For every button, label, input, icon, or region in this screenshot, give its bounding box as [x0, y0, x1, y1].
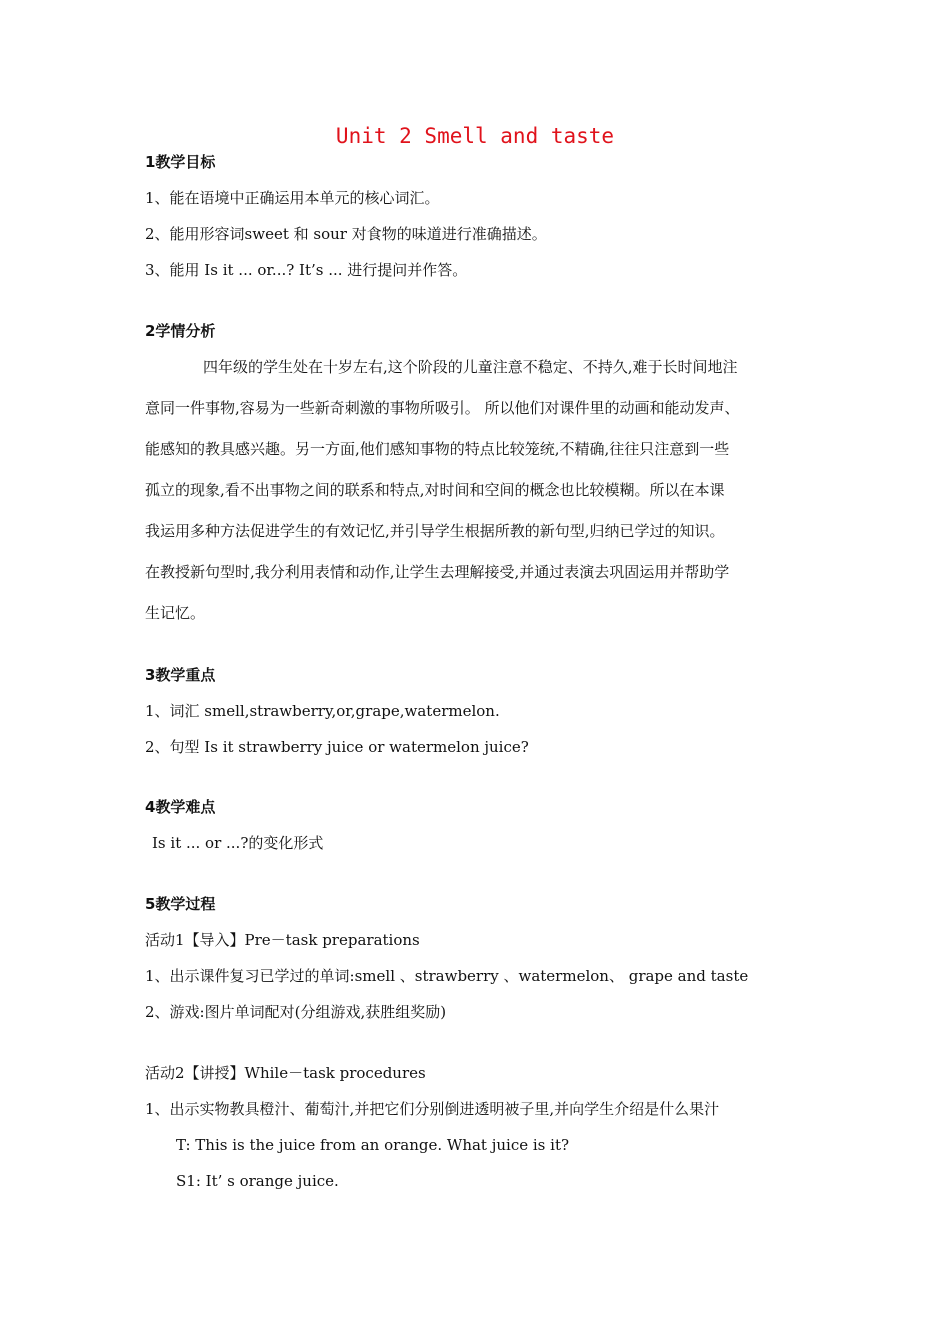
section-heading-key-points: 3教学重点: [145, 666, 216, 684]
section-heading-process: 5教学过程: [145, 895, 216, 913]
objective-item: 1、能在语境中正确运用本单元的核心词汇。: [145, 189, 440, 207]
dialogue-line: T: This is the juice from an orange. What juice is it?: [176, 1136, 570, 1154]
paragraph-line: 在教授新句型时,我分利用表情和动作,让学生去理解接受,并通过表演去巩固运用并帮助学: [145, 563, 730, 581]
key-point-item: 2、句型 Is it strawberry juice or watermelon juice?: [145, 738, 529, 756]
activity-item: 2、游戏:图片单词配对(分组游戏,获胜组奖励): [145, 1003, 447, 1021]
activity-title: 活动2【讲授】While－task procedures: [145, 1064, 426, 1082]
paragraph-line: 能感知的教具感兴趣。另一方面,他们感知事物的特点比较笼统,不精确,往往只注意到一些: [145, 440, 730, 458]
paragraph-line: 孤立的现象,看不出事物之间的联系和特点,对时间和空间的概念也比较模糊。所以在本课: [145, 481, 725, 499]
objective-item: 3、能用 Is it ... or...? It’s ... 进行提问并作答。: [145, 261, 468, 279]
difficulty-item: Is it ... or ...?的变化形式: [152, 834, 324, 852]
paragraph-line: 四年级的学生处在十岁左右,这个阶段的儿童注意不稳定、不持久,难于长时间地注: [203, 358, 738, 376]
paragraph-line: 我运用多种方法促进学生的有效记忆,并引导学生根据所教的新句型,归纳已学过的知识。: [145, 522, 725, 540]
section-heading-difficulties: 4教学难点: [145, 798, 216, 816]
activity-item: 1、出示实物教具橙汁、葡萄汁,并把它们分别倒进透明被子里,并向学生介绍是什么果汁: [145, 1100, 720, 1118]
paragraph-line: 生记忆。: [145, 604, 206, 622]
key-point-item: 1、词汇 smell,strawberry,or,grape,watermelon.: [145, 702, 500, 720]
section-heading-objectives: 1教学目标: [145, 153, 216, 171]
activity-title: 活动1【导入】Pre－task preparations: [145, 931, 420, 949]
dialogue-line: S1: It’ s orange juice.: [176, 1172, 339, 1190]
activity-item: 1、出示课件复习已学过的单词:smell 、strawberry 、watermelon、 grape and taste: [145, 967, 749, 985]
document-title: Unit 2 Smell and taste: [335, 124, 615, 148]
paragraph-line: 意同一件事物,容易为一些新奇刺激的事物所吸引。 所以他们对课件里的动画和能动发声、: [145, 399, 740, 417]
section-heading-analysis: 2学情分析: [145, 322, 216, 340]
objective-item: 2、能用形容词sweet 和 sour 对食物的味道进行准确描述。: [145, 225, 547, 243]
